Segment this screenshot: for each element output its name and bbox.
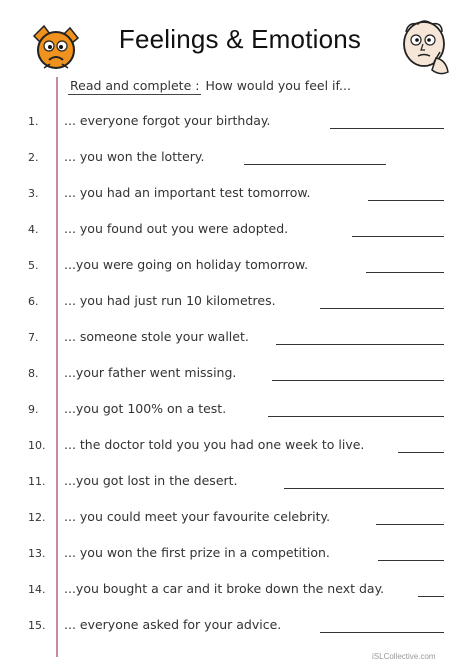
question-text: ...you got lost in the desert. [64,473,238,488]
question-number: 7. [28,331,39,344]
question-text: ... everyone forgot your birthday. [64,113,271,128]
question-number: 8. [28,367,39,380]
question-row [0,180,474,206]
question-row [0,576,474,602]
question-text: ... you had just run 10 kilometres. [64,293,276,308]
question-number: 6. [28,295,39,308]
question-number: 12. [28,511,46,524]
answer-line[interactable] [272,380,444,381]
question-row [0,288,474,314]
question-text: ... you won the lottery. [64,149,205,164]
question-row [0,612,474,638]
question-number: 4. [28,223,39,236]
question-text: ...you got 100% on a test. [64,401,227,416]
question-text: ...you bought a car and it broke down the next day. [64,581,385,596]
answer-line[interactable] [366,272,444,273]
answer-line[interactable] [418,596,444,597]
question-row [0,108,474,134]
question-number: 3. [28,187,39,200]
answer-line[interactable] [276,344,444,345]
answer-line[interactable] [398,452,444,453]
answer-line[interactable] [368,200,444,201]
question-text: ... the doctor told you you had one week to live. [64,437,365,452]
thinking-cartoon-man-icon [396,18,456,82]
worried-orange-face-icon [30,22,82,74]
watermark: iSLCollective.com [372,652,436,661]
instruction-line [68,78,351,95]
question-text: ...you were going on holiday tomorrow. [64,257,309,272]
question-row [0,360,474,386]
question-row [0,432,474,458]
answer-line[interactable] [352,236,444,237]
question-text: ... everyone asked for your advice. [64,617,282,632]
question-number: 15. [28,619,46,632]
question-number: 5. [28,259,39,272]
question-number: 13. [28,547,46,560]
answer-line[interactable] [284,488,444,489]
question-number: 9. [28,403,39,416]
question-row [0,144,474,170]
answer-line[interactable] [330,128,444,129]
instruction-label: Read and complete : [70,78,200,93]
question-row [0,252,474,278]
question-number: 11. [28,475,46,488]
page-title: Feelings & Emotions [118,24,362,54]
instruction-question: How would you feel if... [205,78,351,93]
question-number: 14. [28,583,46,596]
question-number: 2. [28,151,39,164]
question-number: 10. [28,439,46,452]
question-row [0,324,474,350]
answer-line[interactable] [268,416,444,417]
answer-line[interactable] [320,632,444,633]
question-text: ... you had an important test tomorrow. [64,185,311,200]
question-row [0,216,474,242]
answer-line[interactable] [376,524,444,525]
question-row [0,540,474,566]
question-row [0,396,474,422]
question-number: 1. [28,115,39,128]
question-text: ... you found out you were adopted. [64,221,289,236]
question-row [0,504,474,530]
question-text: ... you won the first prize in a competition. [64,545,330,560]
answer-line[interactable] [320,308,444,309]
question-text: ... you could meet your favourite celebrity. [64,509,331,524]
answer-line[interactable] [378,560,444,561]
question-row [0,468,474,494]
answer-line[interactable] [244,164,386,165]
question-text: ...your father went missing. [64,365,237,380]
question-text: ... someone stole your wallet. [64,329,249,344]
